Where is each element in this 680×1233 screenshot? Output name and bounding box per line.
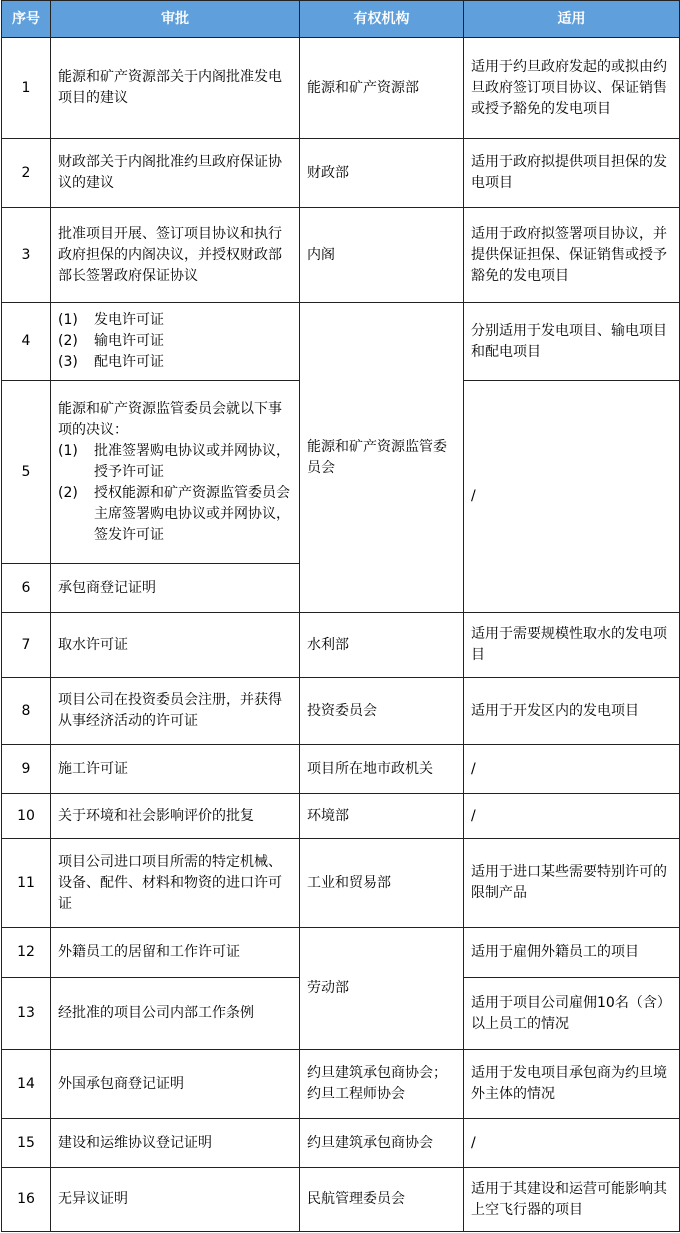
row-number: 4 xyxy=(2,303,51,381)
header-no: 序号 xyxy=(2,1,51,38)
header-authority: 有权机构 xyxy=(300,1,464,38)
authority-cell: 民航管理委员会 xyxy=(300,1168,464,1232)
row-number: 14 xyxy=(2,1050,51,1119)
applicability-cell: 适用于约旦政府发起的或拟由约旦政府签订项目协议、保证销售或授予豁免的发电项目 xyxy=(464,38,680,139)
row-number: 11 xyxy=(2,839,51,928)
table-row xyxy=(2,794,680,839)
row-number: 12 xyxy=(2,928,51,978)
approval-cell: 批准项目开展、签订项目协议和执行政府担保的内阁决议，并授权财政部部长签署政府保证协议 xyxy=(51,208,300,303)
list-number: (1) xyxy=(58,442,78,459)
approval-cell: 项目公司进口项目所需的特定机械、设备、配件、材料和物资的进口许可证 xyxy=(51,839,300,928)
row-number: 16 xyxy=(2,1168,51,1232)
applicability-cell: / xyxy=(464,794,680,839)
authority-cell: 约旦建筑承包商协会 xyxy=(300,1119,464,1168)
authority-cell: 内阁 xyxy=(300,208,464,303)
table-row xyxy=(2,1168,680,1232)
list-text: 配电许可证 xyxy=(94,354,164,370)
authority-cell: 能源和矿产资源部 xyxy=(300,38,464,139)
authority-cell: 水利部 xyxy=(300,613,464,678)
table-row xyxy=(2,839,680,928)
applicability-cell: 适用于政府拟签署项目协议，并提供保证担保、保证销售或授予豁免的发电项目 xyxy=(464,208,680,303)
authority-cell: 投资委员会 xyxy=(300,678,464,745)
authority-cell: 能源和矿产资源监管委员会 xyxy=(300,303,464,613)
row-number: 10 xyxy=(2,794,51,839)
list-number: (2) xyxy=(58,484,78,501)
list-item xyxy=(58,331,292,352)
approval-cell: 无异议证明 xyxy=(51,1168,300,1232)
list-intro: 能源和矿产资源监管委员会就以下事项的决议： xyxy=(58,400,282,438)
approval-cell: 承包商登记证明 xyxy=(51,564,300,613)
table-row xyxy=(2,928,680,978)
authority-cell: 工业和贸易部 xyxy=(300,839,464,928)
row-number: 3 xyxy=(2,208,51,303)
table-row xyxy=(2,1050,680,1119)
row-number: 7 xyxy=(2,613,51,678)
header-approval: 审批 xyxy=(51,1,300,38)
table-row xyxy=(2,139,680,208)
list-number: (2) xyxy=(58,333,78,349)
authority-cell: 财政部 xyxy=(300,139,464,208)
applicability-cell: 适用于项目公司雇佣10名（含）以上员工的情况 xyxy=(464,978,680,1050)
applicability-cell: 适用于雇佣外籍员工的项目 xyxy=(464,928,680,978)
approval-cell: 取水许可证 xyxy=(51,613,300,678)
applicability-cell: 适用于发电项目承包商为约旦境外主体的情况 xyxy=(464,1050,680,1119)
list-item xyxy=(58,441,292,483)
applicability-cell: 适用于进口某些需要特别许可的限制产品 xyxy=(464,839,680,928)
table-row xyxy=(2,208,680,303)
approval-cell: 外国承包商登记证明 xyxy=(51,1050,300,1119)
list-item xyxy=(58,310,292,331)
applicability-cell: / xyxy=(464,745,680,794)
row-number: 15 xyxy=(2,1119,51,1168)
table-row xyxy=(2,678,680,745)
row-number: 2 xyxy=(2,139,51,208)
approval-cell: 施工许可证 xyxy=(51,745,300,794)
row-number: 8 xyxy=(2,678,51,745)
authority-cell: 项目所在地市政机关 xyxy=(300,745,464,794)
table-row xyxy=(2,303,680,381)
table-row xyxy=(2,613,680,678)
applicability-cell: / xyxy=(464,1119,680,1168)
approval-cell: 建设和运维协议登记证明 xyxy=(51,1119,300,1168)
approval-cell: 关于环境和社会影响评价的批复 xyxy=(51,794,300,839)
applicability-cell: 适用于政府拟提供项目担保的发电项目 xyxy=(464,139,680,208)
applicability-cell: 适用于需要规模性取水的发电项目 xyxy=(464,613,680,678)
approval-cell: 项目公司在投资委员会注册，并获得从事经济活动的许可证 xyxy=(51,678,300,745)
list-text: 授权能源和矿产资源监管委员会主席签署购电协议或并网协议，签发许可证 xyxy=(94,484,290,543)
row-number: 1 xyxy=(2,38,51,139)
approval-cell: 外籍员工的居留和工作许可证 xyxy=(51,928,300,978)
applicability-cell: 分别适用于发电项目、输电项目和配电项目 xyxy=(464,303,680,381)
authority-cell: 劳动部 xyxy=(300,928,464,1050)
applicability-cell: 适用于其建设和运营可能影响其上空飞行器的项目 xyxy=(464,1168,680,1232)
header-row xyxy=(2,1,680,38)
row-number: 5 xyxy=(2,381,51,564)
row-number: 13 xyxy=(2,978,51,1050)
approval-cell xyxy=(51,303,300,381)
table-row xyxy=(2,745,680,794)
row-number: 6 xyxy=(2,564,51,613)
list-text: 批准签署购电协议或并网协议，授予许可证 xyxy=(94,442,290,480)
approvals-table xyxy=(1,0,680,1232)
approval-cell: 经批准的项目公司内部工作条例 xyxy=(51,978,300,1050)
applicability-cell: 适用于开发区内的发电项目 xyxy=(464,678,680,745)
row-number: 9 xyxy=(2,745,51,794)
authority-cell: 约旦建筑承包商协会；约旦工程师协会 xyxy=(300,1050,464,1119)
authority-cell: 环境部 xyxy=(300,794,464,839)
approval-cell: 财政部关于内阁批准约旦政府保证协议的建议 xyxy=(51,139,300,208)
list-number: (1) xyxy=(58,312,78,328)
list-text: 发电许可证 xyxy=(94,312,164,328)
header-applicability: 适用 xyxy=(464,1,680,38)
list-number: (3) xyxy=(58,354,78,370)
table-row xyxy=(2,38,680,139)
list-item xyxy=(58,352,292,373)
approval-cell: 能源和矿产资源部关于内阁批准发电项目的建议 xyxy=(51,38,300,139)
table-row xyxy=(2,1119,680,1168)
applicability-cell: / xyxy=(464,381,680,613)
list-item xyxy=(58,483,292,546)
list-text: 输电许可证 xyxy=(94,333,164,349)
approval-cell xyxy=(51,381,300,564)
